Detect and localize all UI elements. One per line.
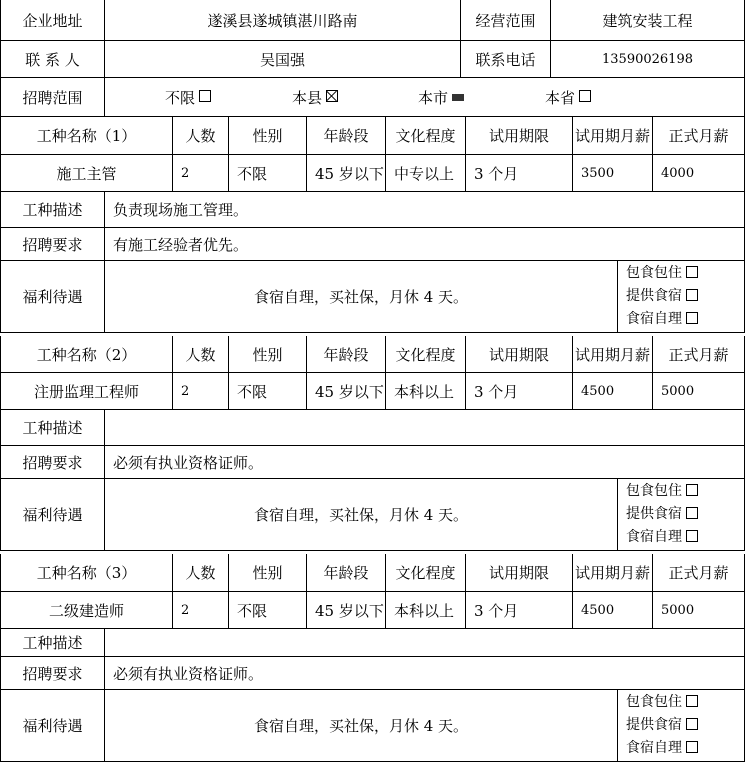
benefit-option[interactable] — [626, 737, 698, 760]
job-name: 施工主管 — [0, 155, 173, 192]
benefit-options — [618, 479, 745, 551]
job-req-label: 招聘要求 — [0, 657, 105, 690]
benefit-option-label: 食宿自理 — [626, 740, 682, 756]
job-trial-salary: 3500 — [573, 155, 653, 192]
job-trial-period: 3 个月 — [466, 592, 573, 629]
scope-option-province[interactable] — [545, 78, 591, 116]
job-benefit-value: 食宿自理，买社保，月休 4 天。 — [105, 479, 618, 551]
job-name-label: 工种名称（2） — [0, 336, 173, 373]
job-req-label: 招聘要求 — [0, 446, 105, 479]
job-column-header: 文化程度 — [386, 554, 466, 592]
job-column-header: 试用期月薪 — [573, 336, 653, 373]
job-column-header: 年龄段 — [307, 554, 386, 592]
job-column-header: 年龄段 — [307, 336, 386, 373]
benefit-option[interactable] — [626, 285, 698, 308]
job-name-label: 工种名称（3） — [0, 554, 173, 592]
checkbox-icon[interactable] — [686, 484, 698, 496]
checkbox-filled-icon[interactable] — [452, 94, 464, 101]
benefit-option[interactable] — [626, 308, 698, 331]
job-desc-row — [0, 629, 745, 657]
contact-label: 联 系 人 — [0, 41, 105, 78]
job-benefit-label: 福利待遇 — [0, 261, 105, 333]
scope-option-city[interactable] — [418, 78, 464, 116]
job-column-header: 年龄段 — [307, 117, 386, 155]
job-name-label: 工种名称（1） — [0, 117, 173, 155]
job-column-header: 文化程度 — [386, 117, 466, 155]
job-desc-label: 工种描述 — [0, 192, 105, 228]
checkbox-icon[interactable] — [686, 289, 698, 301]
job-count: 2 — [173, 373, 229, 410]
contact-row — [0, 41, 745, 78]
job-education: 本科以上 — [386, 373, 466, 410]
benefit-option-label: 提供食宿 — [626, 717, 682, 733]
job-name: 二级建造师 — [0, 592, 173, 629]
checkbox-icon[interactable] — [686, 718, 698, 730]
job-age: 45 岁以下 — [307, 373, 386, 410]
checkbox-icon[interactable] — [686, 695, 698, 707]
job-req-row — [0, 657, 745, 690]
job-desc-label: 工种描述 — [0, 410, 105, 446]
job-salary: 5000 — [653, 373, 745, 410]
job-education: 中专以上 — [386, 155, 466, 192]
scope-option-label: 本县 — [292, 88, 323, 107]
job-info-row — [0, 592, 745, 629]
benefit-option[interactable] — [626, 503, 698, 526]
benefit-option-label: 包食包住 — [626, 265, 682, 281]
job-column-header: 正式月薪 — [653, 336, 745, 373]
job-column-header: 性别 — [229, 336, 307, 373]
benefit-option[interactable] — [626, 262, 698, 285]
job-benefit-row — [0, 690, 745, 762]
job-benefit-label: 福利待遇 — [0, 690, 105, 762]
job-header-row — [0, 554, 745, 592]
scope-option-label: 本市 — [418, 88, 449, 107]
job-benefit-row — [0, 479, 745, 551]
checkbox-icon[interactable] — [686, 507, 698, 519]
benefit-option[interactable] — [626, 691, 698, 714]
job-column-header: 人数 — [173, 117, 229, 155]
benefit-option-label: 提供食宿 — [626, 288, 682, 304]
job-salary: 5000 — [653, 592, 745, 629]
scope-option-label: 本省 — [545, 88, 576, 107]
benefit-option-label: 食宿自理 — [626, 311, 682, 327]
job-column-header: 人数 — [173, 336, 229, 373]
scope-option-label: 不限 — [165, 88, 196, 107]
job-desc-label: 工种描述 — [0, 629, 105, 657]
job-column-header: 正式月薪 — [653, 554, 745, 592]
scope-row — [0, 78, 745, 117]
job-age: 45 岁以下 — [307, 155, 386, 192]
job-column-header: 试用期限 — [466, 554, 573, 592]
phone-value: 13590026198 — [551, 41, 745, 78]
benefit-option-label: 包食包住 — [626, 694, 682, 710]
job-req-value: 必须有执业资格证师。 — [105, 657, 745, 690]
job-column-header: 试用期限 — [466, 117, 573, 155]
job-column-header: 试用期月薪 — [573, 117, 653, 155]
benefit-option-label: 食宿自理 — [626, 529, 682, 545]
checkbox-icon[interactable] — [686, 741, 698, 753]
job-trial-salary: 4500 — [573, 373, 653, 410]
address-value: 遂溪县遂城镇湛川路南 — [105, 0, 461, 41]
checkbox-icon[interactable] — [579, 90, 591, 102]
benefit-option-label: 提供食宿 — [626, 506, 682, 522]
business-label: 经营范围 — [461, 0, 551, 41]
job-req-row — [0, 228, 745, 261]
job-desc-value — [105, 629, 745, 657]
job-column-header: 试用期限 — [466, 336, 573, 373]
checkbox-icon[interactable] — [686, 312, 698, 324]
job-req-value: 必须有执业资格证师。 — [105, 446, 745, 479]
job-desc-row — [0, 192, 745, 228]
business-value: 建筑安装工程 — [551, 0, 745, 41]
scope-option-county[interactable] — [292, 78, 338, 116]
job-gender: 不限 — [229, 592, 307, 629]
job-count: 2 — [173, 592, 229, 629]
scope-label: 招聘范围 — [0, 78, 105, 117]
job-trial-period: 3 个月 — [466, 373, 573, 410]
benefit-option[interactable] — [626, 480, 698, 503]
scope-option-unlimited[interactable] — [165, 78, 211, 116]
checkbox-icon[interactable] — [686, 266, 698, 278]
job-header-row — [0, 336, 745, 373]
job-info-row — [0, 155, 745, 192]
job-desc-row — [0, 410, 745, 446]
job-benefit-label: 福利待遇 — [0, 479, 105, 551]
job-gender: 不限 — [229, 155, 307, 192]
job-column-header: 试用期月薪 — [573, 554, 653, 592]
job-benefit-row — [0, 261, 745, 333]
job-education: 本科以上 — [386, 592, 466, 629]
benefit-option[interactable] — [626, 714, 698, 737]
job-trial-salary: 4500 — [573, 592, 653, 629]
benefit-options — [618, 690, 745, 762]
job-name: 注册监理工程师 — [0, 373, 173, 410]
job-gender: 不限 — [229, 373, 307, 410]
job-column-header: 性别 — [229, 554, 307, 592]
job-benefit-value: 食宿自理，买社保，月休 4 天。 — [105, 261, 618, 333]
job-trial-period: 3 个月 — [466, 155, 573, 192]
address-row — [0, 0, 745, 41]
address-label: 企业地址 — [0, 0, 105, 41]
scope-options — [105, 78, 745, 117]
job-benefit-value: 食宿自理，买社保，月休 4 天。 — [105, 690, 618, 762]
job-desc-value: 负责现场施工管理。 — [105, 192, 745, 228]
job-count: 2 — [173, 155, 229, 192]
checkbox-checked-icon[interactable] — [326, 90, 338, 102]
job-column-header: 文化程度 — [386, 336, 466, 373]
checkbox-icon[interactable] — [199, 90, 211, 102]
benefit-option[interactable] — [626, 526, 698, 549]
job-column-header: 人数 — [173, 554, 229, 592]
benefit-options — [618, 261, 745, 333]
job-desc-value — [105, 410, 745, 446]
job-req-row — [0, 446, 745, 479]
job-column-header: 性别 — [229, 117, 307, 155]
job-age: 45 岁以下 — [307, 592, 386, 629]
job-req-value: 有施工经验者优先。 — [105, 228, 745, 261]
job-header-row — [0, 117, 745, 155]
job-info-row — [0, 373, 745, 410]
contact-value: 吴国强 — [105, 41, 461, 78]
checkbox-icon[interactable] — [686, 530, 698, 542]
job-req-label: 招聘要求 — [0, 228, 105, 261]
benefit-option-label: 包食包住 — [626, 483, 682, 499]
phone-label: 联系电话 — [461, 41, 551, 78]
job-column-header: 正式月薪 — [653, 117, 745, 155]
job-salary: 4000 — [653, 155, 745, 192]
